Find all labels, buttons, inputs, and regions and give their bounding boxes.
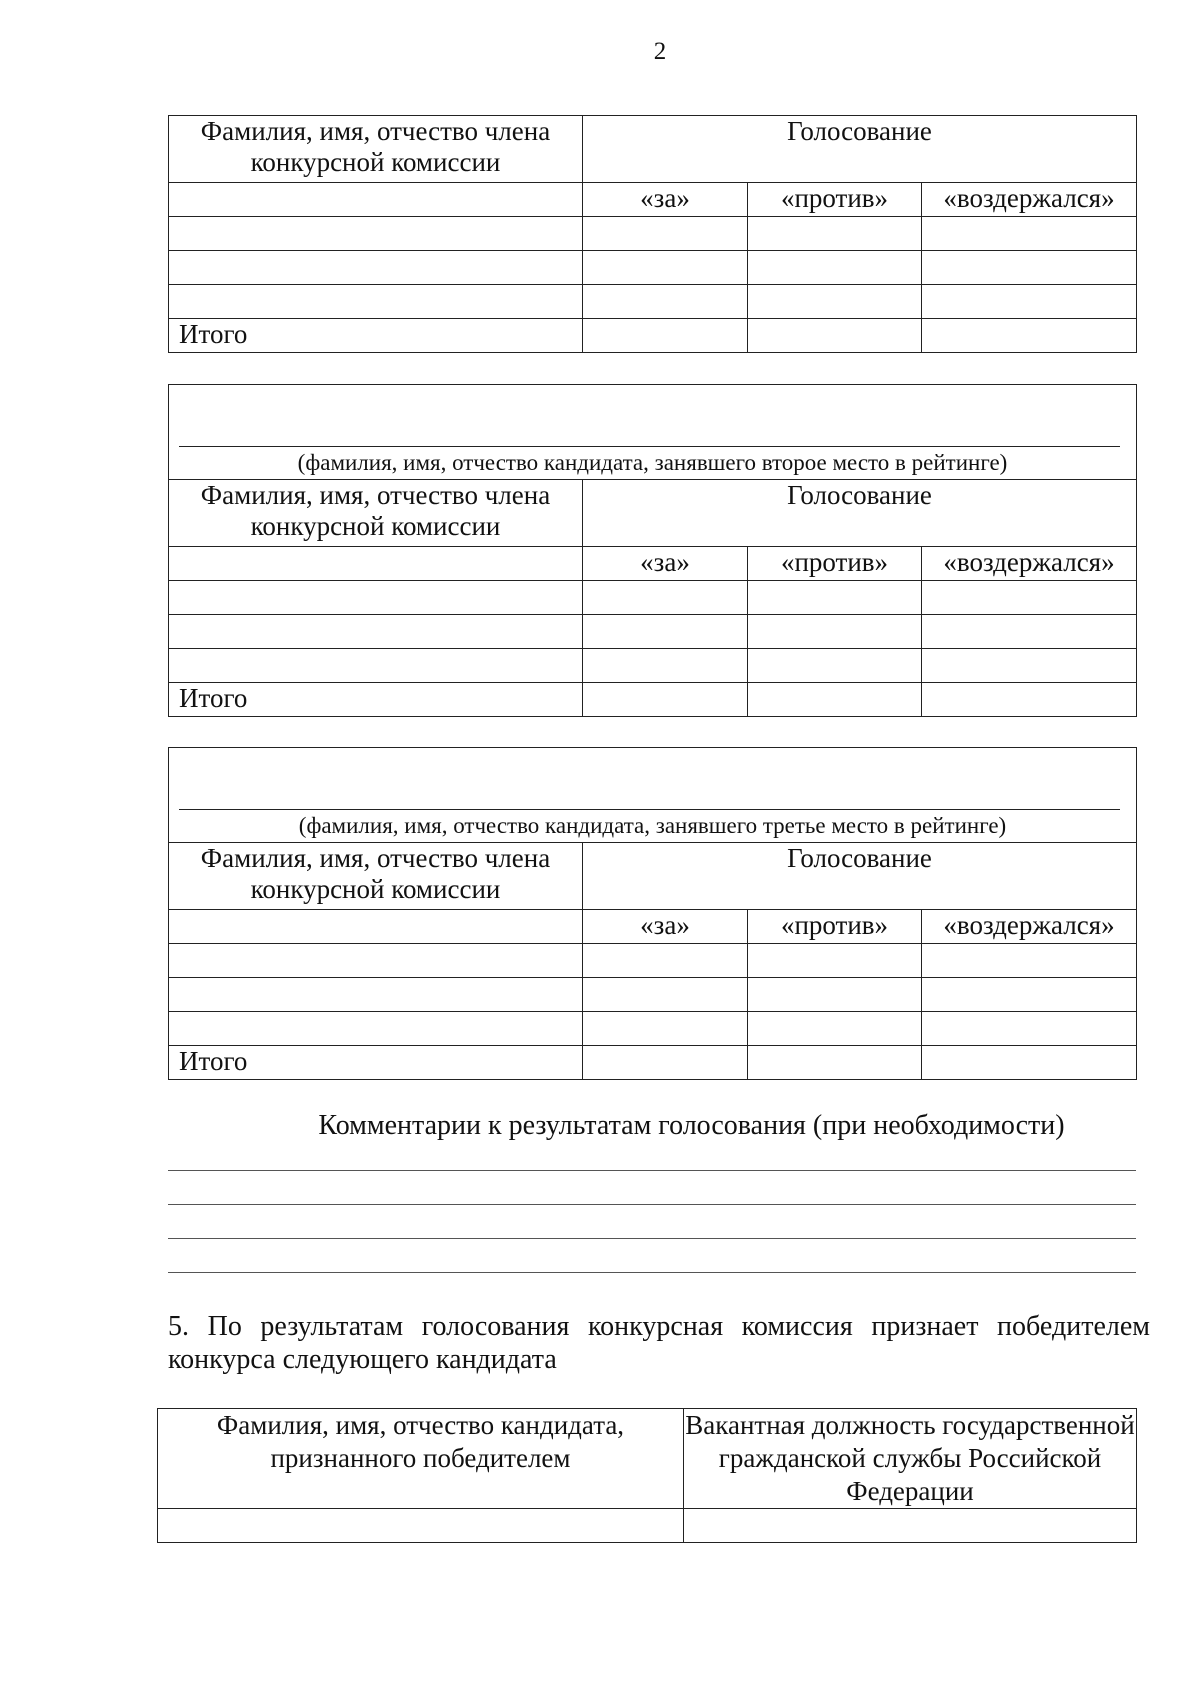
col-against: «против» <box>748 547 922 581</box>
member-cell[interactable] <box>169 251 583 285</box>
table-row <box>169 217 1137 251</box>
total-cell[interactable] <box>748 319 922 353</box>
member-cell[interactable] <box>169 581 583 615</box>
vote-cell[interactable] <box>748 649 922 683</box>
member-cell[interactable] <box>169 615 583 649</box>
candidate-name-line <box>179 809 1120 810</box>
vote-cell[interactable] <box>748 285 922 319</box>
member-header: Фамилия, имя, отчество члена конкурсной комиссии <box>169 843 583 910</box>
vote-cell[interactable] <box>583 615 748 649</box>
blank-cell[interactable] <box>169 183 583 217</box>
vote-cell[interactable] <box>922 581 1137 615</box>
member-header: Фамилия, имя, отчество члена конкурсной комиссии <box>169 116 583 183</box>
table-row <box>169 1012 1137 1046</box>
col-for: «за» <box>583 547 748 581</box>
total-cell[interactable] <box>583 683 748 717</box>
member-cell[interactable] <box>169 217 583 251</box>
total-label: Итого <box>169 1046 583 1080</box>
table-row <box>169 615 1137 649</box>
vote-cell[interactable] <box>748 581 922 615</box>
winner-name-cell[interactable] <box>158 1509 684 1543</box>
total-cell[interactable] <box>922 683 1137 717</box>
total-cell[interactable] <box>922 319 1137 353</box>
member-cell[interactable] <box>169 978 583 1012</box>
vote-cell[interactable] <box>922 251 1137 285</box>
member-cell[interactable] <box>169 285 583 319</box>
col-for: «за» <box>583 183 748 217</box>
total-cell[interactable] <box>748 683 922 717</box>
member-cell[interactable] <box>169 944 583 978</box>
table-row <box>169 581 1137 615</box>
candidate-name-line <box>179 446 1120 447</box>
candidate-name-cell[interactable] <box>169 385 1137 480</box>
vote-cell[interactable] <box>922 615 1137 649</box>
vote-cell[interactable] <box>583 944 748 978</box>
vote-cell[interactable] <box>922 217 1137 251</box>
candidate-name-cell[interactable] <box>169 748 1137 843</box>
winner-name-header: Фамилия, имя, отчество кандидата, признанного победителем <box>158 1409 684 1509</box>
vote-cell[interactable] <box>748 1012 922 1046</box>
blank-cell[interactable] <box>169 910 583 944</box>
vote-cell[interactable] <box>922 944 1137 978</box>
voting-header: Голосование <box>583 480 1137 547</box>
vote-cell[interactable] <box>583 581 748 615</box>
col-abstained: «воздержался» <box>922 547 1137 581</box>
vacancy-header: Вакантная должность государственной гражданской службы Российской Федерации <box>684 1409 1137 1509</box>
table-row <box>169 978 1137 1012</box>
total-label: Итого <box>169 319 583 353</box>
total-label: Итого <box>169 683 583 717</box>
section-5-line-2: конкурса следующего кандидата <box>168 1344 557 1375</box>
table-row <box>158 1509 1137 1543</box>
section-5-line-1: 5. По результатам голосования конкурсная комиссия признает победителем <box>168 1311 1150 1342</box>
vote-cell[interactable] <box>748 615 922 649</box>
voting-header: Голосование <box>583 116 1137 183</box>
section-5-paragraph <box>168 1310 1150 1376</box>
comment-line[interactable] <box>168 1170 1136 1171</box>
comment-line[interactable] <box>168 1272 1136 1273</box>
comment-line[interactable] <box>168 1204 1136 1205</box>
vote-cell[interactable] <box>583 217 748 251</box>
vote-cell[interactable] <box>748 217 922 251</box>
page-number: 2 <box>653 38 667 65</box>
comment-line[interactable] <box>168 1238 1136 1239</box>
total-cell[interactable] <box>583 319 748 353</box>
table-row <box>169 649 1137 683</box>
vote-table-first <box>168 115 1137 353</box>
vote-cell[interactable] <box>922 1012 1137 1046</box>
vote-cell[interactable] <box>748 251 922 285</box>
total-cell[interactable] <box>748 1046 922 1080</box>
vote-cell[interactable] <box>748 944 922 978</box>
comments-title: Комментарии к результатам голосования (при необходимости) <box>318 1110 1065 1141</box>
voting-header: Голосование <box>583 843 1137 910</box>
winner-table <box>157 1408 1137 1543</box>
vote-table-second <box>168 384 1137 717</box>
vote-table-third <box>168 747 1137 1080</box>
candidate-caption: (фамилия, имя, отчество кандидата, занявшего второе место в рейтинге) <box>297 450 1008 475</box>
member-cell[interactable] <box>169 649 583 683</box>
vote-cell[interactable] <box>583 649 748 683</box>
vote-cell[interactable] <box>583 251 748 285</box>
vote-cell[interactable] <box>922 649 1137 683</box>
blank-cell[interactable] <box>169 547 583 581</box>
vote-cell[interactable] <box>583 978 748 1012</box>
table-row <box>169 251 1137 285</box>
vote-cell[interactable] <box>922 285 1137 319</box>
col-abstained: «воздержался» <box>922 910 1137 944</box>
vote-cell[interactable] <box>922 978 1137 1012</box>
vote-cell[interactable] <box>748 978 922 1012</box>
col-against: «против» <box>748 910 922 944</box>
col-abstained: «воздержался» <box>922 183 1137 217</box>
table-row <box>169 944 1137 978</box>
vote-cell[interactable] <box>583 285 748 319</box>
vote-cell[interactable] <box>583 1012 748 1046</box>
col-for: «за» <box>583 910 748 944</box>
candidate-caption: (фамилия, имя, отчество кандидата, занявшего третье место в рейтинге) <box>298 813 1007 838</box>
table-row <box>169 285 1137 319</box>
member-header: Фамилия, имя, отчество члена конкурсной комиссии <box>169 480 583 547</box>
col-against: «против» <box>748 183 922 217</box>
total-cell[interactable] <box>922 1046 1137 1080</box>
total-cell[interactable] <box>583 1046 748 1080</box>
member-cell[interactable] <box>169 1012 583 1046</box>
vacancy-cell[interactable] <box>684 1509 1137 1543</box>
